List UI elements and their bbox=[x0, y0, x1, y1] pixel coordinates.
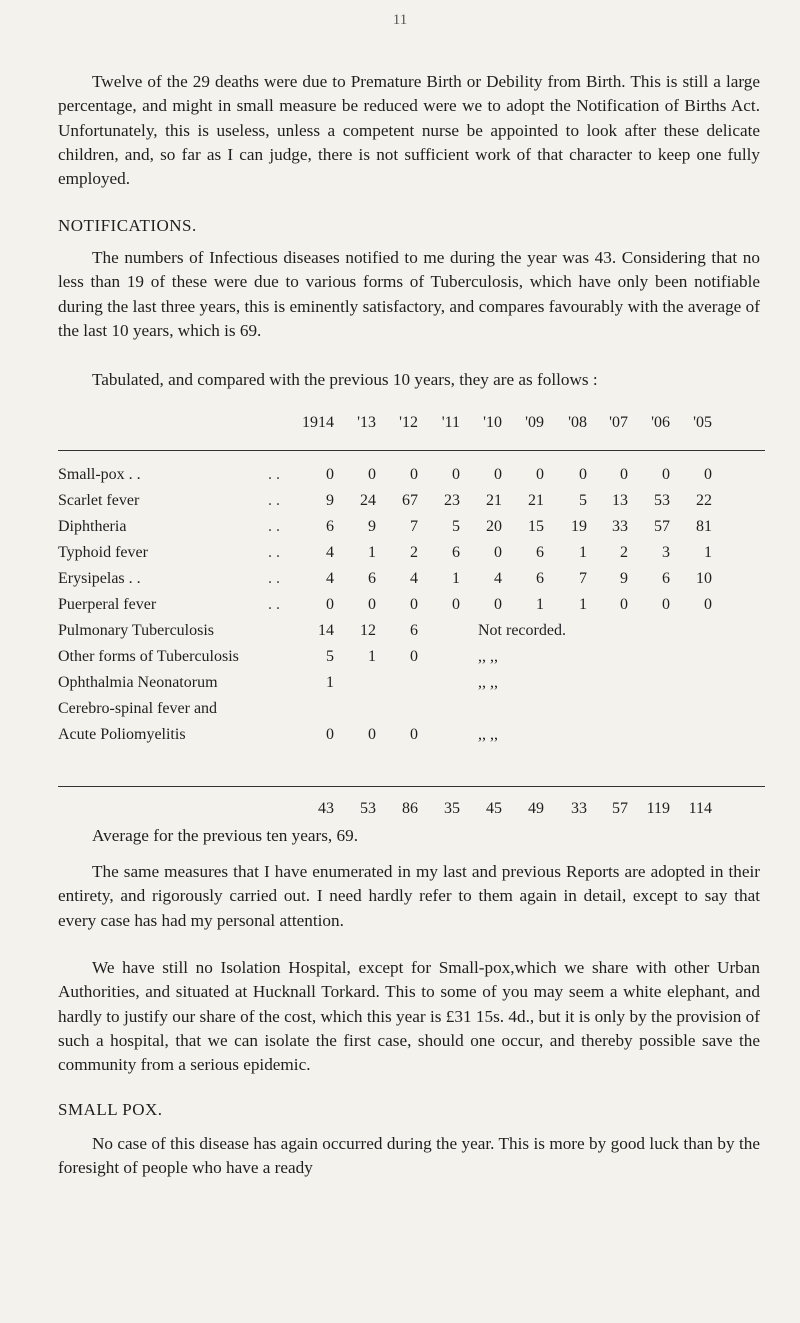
table-cell: 19 bbox=[571, 518, 587, 535]
table-cell: 0 bbox=[662, 596, 670, 613]
table-cell: 23 bbox=[444, 492, 460, 509]
year-header: '06 bbox=[651, 414, 670, 431]
table-cell: 81 bbox=[696, 518, 712, 535]
table-cell: 6 bbox=[410, 622, 418, 639]
row-label: Acute Poliomyelitis bbox=[58, 726, 186, 743]
table-cell: 2 bbox=[620, 544, 628, 561]
table-cell: 0 bbox=[494, 466, 502, 483]
year-header: '13 bbox=[357, 414, 376, 431]
table-cell: 6 bbox=[452, 544, 460, 561]
table-cell: 1 bbox=[579, 596, 587, 613]
table-cell: 4 bbox=[410, 570, 418, 587]
table-cell: 4 bbox=[326, 570, 334, 587]
row-label: Puerperal fever bbox=[58, 596, 157, 613]
total-cell: 35 bbox=[444, 800, 460, 817]
table-cell: 1 bbox=[368, 544, 376, 561]
table-cell: 67 bbox=[402, 492, 418, 509]
row-dots: . . bbox=[268, 544, 280, 561]
table-cell: 0 bbox=[452, 596, 460, 613]
row-note: ,, ,, bbox=[478, 648, 498, 665]
table-cell: 21 bbox=[486, 492, 502, 509]
notifications-paragraph: The numbers of Infectious diseases notified to me during the year was 43. Considering that no less than 19 of these were due to various forms of Tuberculosis, which have only been notifiable during the last three years, this is eminently satisfactory, and compares favourably with the average of the last 10 years, which is 69. bbox=[58, 248, 760, 340]
table-cell: 53 bbox=[654, 492, 670, 509]
row-dots: . . bbox=[268, 466, 280, 483]
table-cell: 12 bbox=[360, 622, 376, 639]
row-note: ,, ,, bbox=[478, 726, 498, 743]
total-cell: 45 bbox=[486, 800, 502, 817]
table-cell: 2 bbox=[410, 544, 418, 561]
table-cell: 0 bbox=[410, 466, 418, 483]
row-label: Pulmonary Tuberculosis bbox=[58, 622, 215, 639]
table-cell: 4 bbox=[326, 544, 334, 561]
measures-paragraph: The same measures that I have enumerated in my last and previous Reports are adopted in their entirety, and rigorously carried out. I need hardly refer to them again in detail, except to say that every case has had my personal attention. bbox=[58, 862, 760, 930]
total-cell: 33 bbox=[571, 800, 587, 817]
table-cell: 0 bbox=[326, 726, 334, 743]
table-bottom-rule bbox=[58, 786, 765, 787]
table-cell: 3 bbox=[662, 544, 670, 561]
table-cell: 1 bbox=[704, 544, 712, 561]
table-cell: 0 bbox=[620, 596, 628, 613]
table-cell: 9 bbox=[368, 518, 376, 535]
row-label: Cerebro-spinal fever and bbox=[58, 700, 218, 717]
table-cell: 33 bbox=[612, 518, 628, 535]
table-cell: 0 bbox=[326, 466, 334, 483]
table-cell: 6 bbox=[536, 544, 544, 561]
table-cell: 5 bbox=[326, 648, 334, 665]
table-cell: 57 bbox=[654, 518, 670, 535]
table-cell: 6 bbox=[368, 570, 376, 587]
row-label: Small-pox . . bbox=[58, 466, 141, 483]
table-cell: 0 bbox=[452, 466, 460, 483]
table-cell: 0 bbox=[494, 544, 502, 561]
small-pox-paragraph: No case of this disease has again occurred during the year. This is more by good luck than by the foresight of people who have a ready bbox=[58, 1134, 760, 1178]
average-line: Average for the previous ten years, 69. bbox=[92, 826, 358, 845]
table-cell: 6 bbox=[662, 570, 670, 587]
table-cell: 10 bbox=[696, 570, 712, 587]
isolation-paragraph: We have still no Isolation Hospital, except for Small-pox,which we share with other Urban Authorities, and situated at Hucknall Torkard. This to some of you may seem a white elephant, and hardly to justify our share of the cost, which this year is £31 15s. 4d., but it is only by the provision of such a hospital, that we can isolate the first case, should one occur, and thereby possible save the community from a serious epidemic. bbox=[58, 958, 760, 1075]
table-cell: 15 bbox=[528, 518, 544, 535]
table-cell: 9 bbox=[326, 492, 334, 509]
row-label: Typhoid fever bbox=[58, 544, 148, 561]
table-cell: 1 bbox=[326, 674, 334, 691]
table-cell: 1 bbox=[536, 596, 544, 613]
table-cell: 20 bbox=[486, 518, 502, 535]
table-cell: 0 bbox=[410, 596, 418, 613]
row-dots: . . bbox=[268, 570, 280, 587]
small-pox-heading: SMALL POX. bbox=[58, 1100, 163, 1119]
table-cell: 7 bbox=[410, 518, 418, 535]
row-label: Other forms of Tuberculosis bbox=[58, 648, 239, 665]
table-top-rule bbox=[58, 450, 765, 451]
table-cell: 9 bbox=[620, 570, 628, 587]
table-cell: 14 bbox=[318, 622, 334, 639]
year-header: '09 bbox=[525, 414, 544, 431]
table-cell: 0 bbox=[494, 596, 502, 613]
table-cell: 0 bbox=[704, 466, 712, 483]
total-cell: 119 bbox=[646, 800, 670, 817]
year-header: '08 bbox=[568, 414, 587, 431]
table-cell: 13 bbox=[612, 492, 628, 509]
table-cell: 5 bbox=[579, 492, 587, 509]
year-header: '11 bbox=[441, 414, 460, 431]
year-header: 1914 bbox=[302, 414, 334, 431]
table-cell: 0 bbox=[368, 466, 376, 483]
row-label: Erysipelas . . bbox=[58, 570, 141, 587]
total-cell: 57 bbox=[612, 800, 628, 817]
total-cell: 53 bbox=[360, 800, 376, 817]
table-cell: 0 bbox=[410, 726, 418, 743]
table-cell: 24 bbox=[360, 492, 376, 509]
year-header: '10 bbox=[483, 414, 502, 431]
table-cell: 22 bbox=[696, 492, 712, 509]
table-cell: 0 bbox=[368, 596, 376, 613]
table-cell: 0 bbox=[704, 596, 712, 613]
table-cell: 5 bbox=[452, 518, 460, 535]
notifications-heading: NOTIFICATIONS. bbox=[58, 216, 197, 235]
total-cell: 49 bbox=[528, 800, 544, 817]
table-cell: 0 bbox=[579, 466, 587, 483]
total-cell: 43 bbox=[318, 800, 334, 817]
intro-paragraph: Twelve of the 29 deaths were due to Premature Birth or Debility from Birth. This is still a large percentage, and might in small measure be reduced were we to adopt the Notification of Births Act. Unfortunately, this is useless, unless a competent nurse be appointed to look after these delicate children, and, so far as I can judge, there is not sufficient work of that character to keep one fully employed. bbox=[58, 72, 760, 189]
total-cell: 86 bbox=[402, 800, 418, 817]
table-cell: 1 bbox=[452, 570, 460, 587]
table-cell: 7 bbox=[579, 570, 587, 587]
table-cell: 0 bbox=[368, 726, 376, 743]
table-cell: 0 bbox=[662, 466, 670, 483]
table-cell: 0 bbox=[536, 466, 544, 483]
row-dots: . . bbox=[268, 596, 280, 613]
row-dots: . . bbox=[268, 492, 280, 509]
table-cell: 6 bbox=[536, 570, 544, 587]
page-number: 11 bbox=[392, 12, 408, 28]
table-cell: 4 bbox=[494, 570, 502, 587]
year-header: '12 bbox=[399, 414, 418, 431]
total-cell: 114 bbox=[688, 800, 712, 817]
year-header: '07 bbox=[609, 414, 628, 431]
table-cell: 6 bbox=[326, 518, 334, 535]
row-label: Scarlet fever bbox=[58, 492, 140, 509]
table-intro: Tabulated, and compared with the previous 10 years, they are as follows : bbox=[92, 370, 598, 389]
row-note: Not recorded. bbox=[478, 622, 566, 639]
table-cell: 0 bbox=[326, 596, 334, 613]
row-note: ,, ,, bbox=[478, 674, 498, 691]
row-label: Diphtheria bbox=[58, 518, 127, 535]
row-label: Ophthalmia Neonatorum bbox=[58, 674, 218, 691]
table-cell: 21 bbox=[528, 492, 544, 509]
year-header: '05 bbox=[693, 414, 712, 431]
table-cell: 1 bbox=[579, 544, 587, 561]
row-dots: . . bbox=[268, 518, 280, 535]
table-cell: 0 bbox=[620, 466, 628, 483]
table-cell: 1 bbox=[368, 648, 376, 665]
table-cell: 0 bbox=[410, 648, 418, 665]
